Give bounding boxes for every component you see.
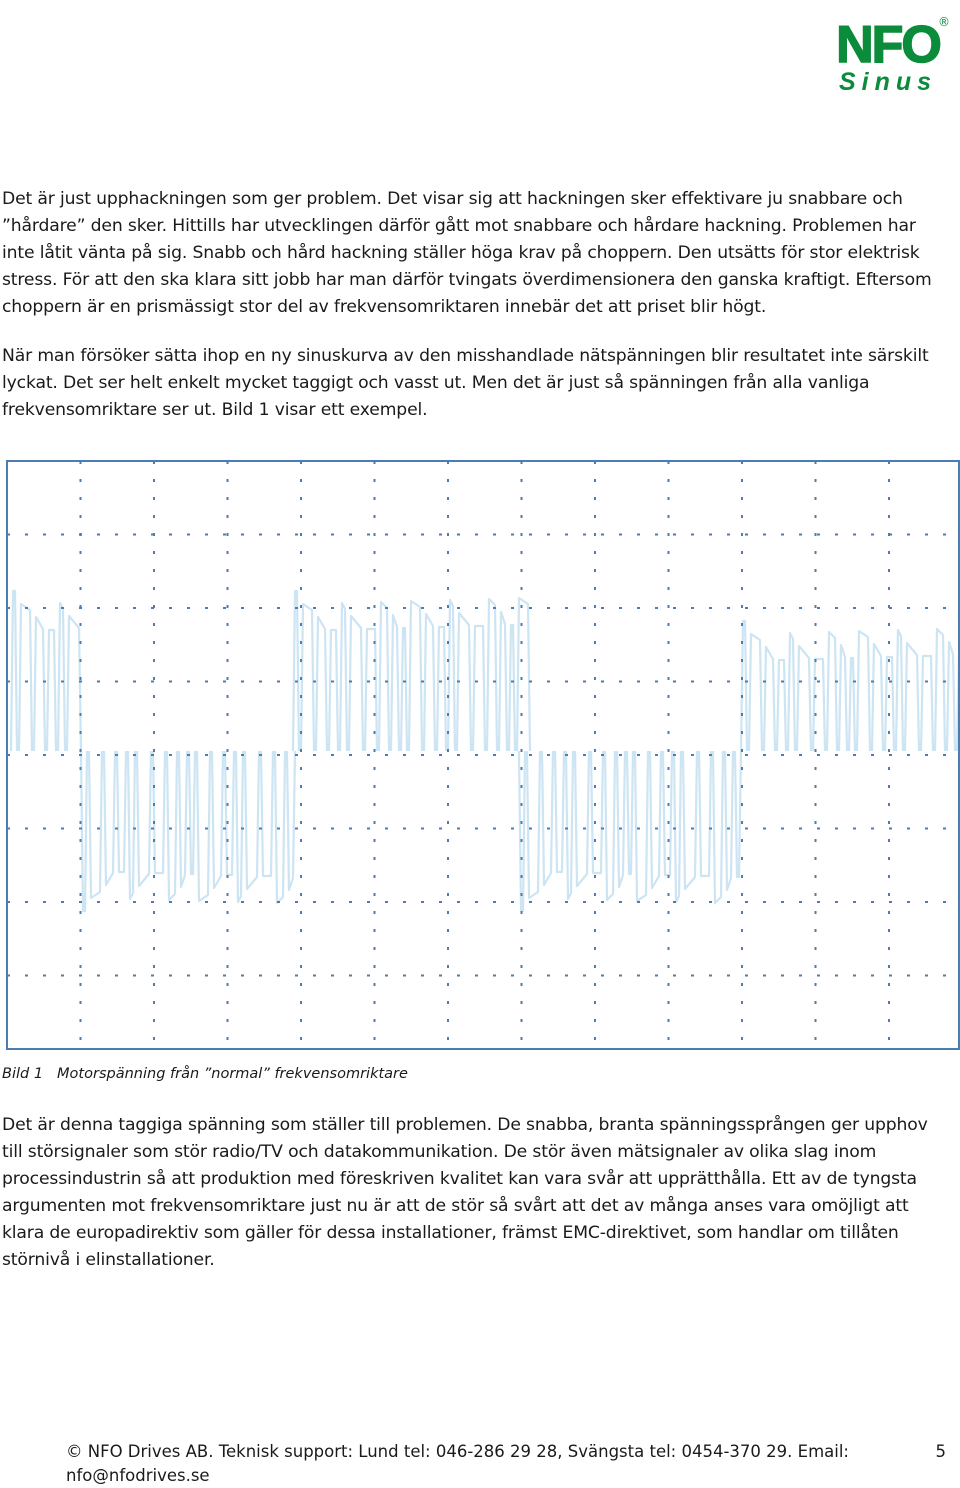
caption-number: Bild 1 — [2, 1066, 44, 1082]
page-number: 5 — [935, 1442, 946, 1461]
logo-subbrand: Sinus — [838, 68, 938, 96]
footer-contact: © NFO Drives AB. Teknisk support: Lund tel: 046-286 29 28, Svängsta tel: 0454-370 29. Email: nfo@nfodrives.se — [66, 1442, 849, 1485]
logo-registered: ® — [938, 15, 950, 29]
caption-text: Motorspänning från ”normal” frekvensomriktare — [57, 1066, 408, 1082]
scope-border — [7, 461, 959, 1049]
oscilloscope-figure — [1, 457, 960, 1057]
scope-grid — [7, 461, 959, 1049]
logo-brand: NFO — [836, 16, 940, 74]
intro-paragraph: Det är just upphackningen som ger problem. Det visar sig att hackningen sker effektivare ju snabbare och ”hårdare” den sker. Hittills har utvecklingen därför gått mot snabbare och hårdare hackning. Problemen har inte låtit vänta på sig. Snabb och hård hackning ställer höga krav på choppern. Den utsätts för stor elektrisk stress. För att den ska klara sitt jobb har man därför tvingats överdimensionera den ganska kraftigt. Eftersom choppern är en prismässigt stor del av frekvensomriktaren innebär det att priset blir högt. — [2, 189, 932, 317]
problem-paragraph: Det är denna taggiga spänning som ställer till problemen. De snabba, branta spänningssprången ger upphov till störsignaler som stör radio/TV och datakommunikation. De stör även mätsignaler av olika slag inom processindustrin så att produktion med föreskriven kvalitet kan vara svår att upprätthålla. Ett av de tyngsta argumenten mot frekvensomriktare just nu är att de stör så svårt att det av många anses vara omöjligt att klara de europadirektiv som gäller för dessa installationer, främst EMC-direktivet, som handlar om tillåten störnivå i elinstallationer. — [2, 1115, 928, 1270]
nfo-sinus-logo — [826, 4, 950, 96]
sine-paragraph: När man försöker sätta ihop en ny sinuskurva av den misshandlade nätspänningen blir resultatet inte särskilt lyckat. Det ser helt enkelt mycket taggigt och vasst ut. Men det är just så spänningen från alla vanliga frekvensomriktare ser ut. Bild 1 visar ett exempel. — [2, 346, 929, 420]
figure-caption — [2, 1066, 422, 1082]
